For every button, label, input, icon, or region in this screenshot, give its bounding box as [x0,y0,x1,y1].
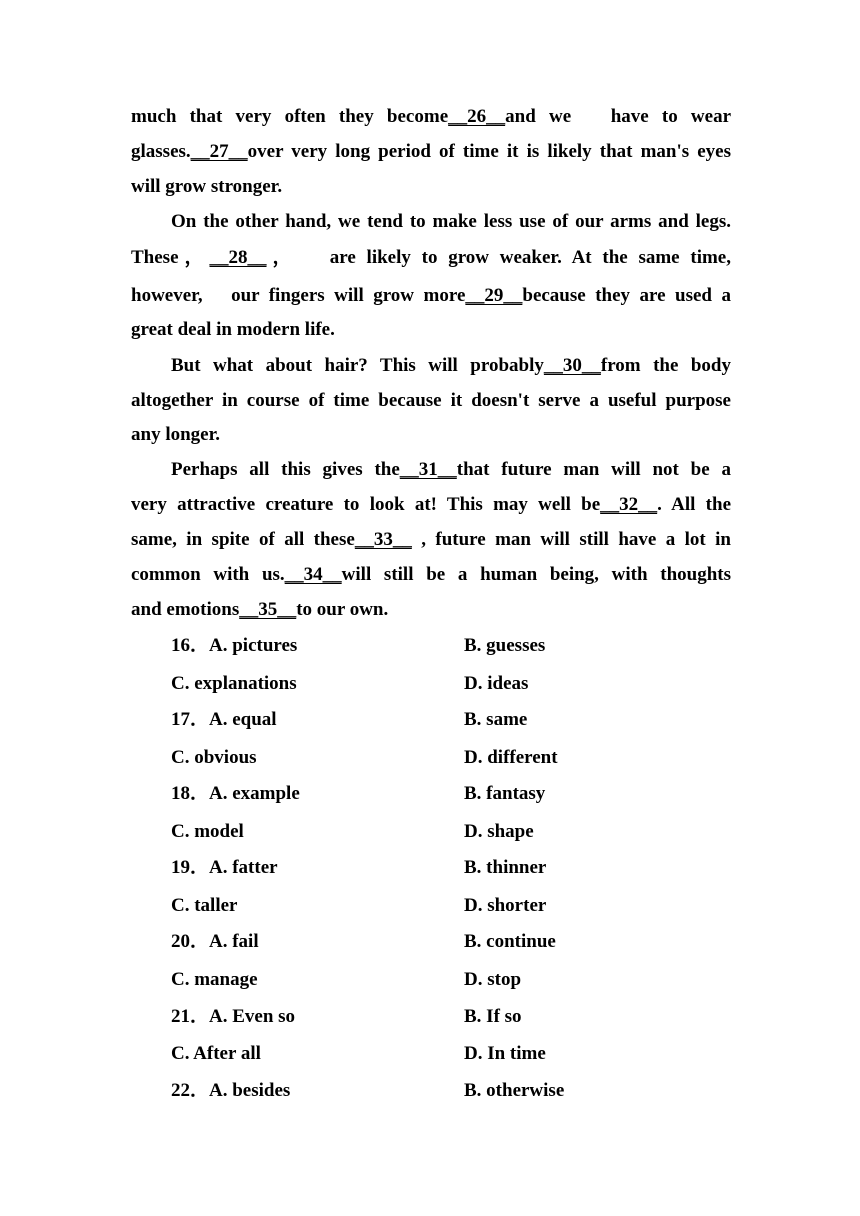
passage-line [131,174,731,200]
passage-line [131,527,731,553]
option-item: C. taller [171,895,238,916]
option-item: 20．A. fail [171,931,259,952]
option-item: B. If so [464,1006,522,1027]
option-item: B. fantasy [464,783,546,804]
text: . All the [657,494,732,515]
text: But what about hair? This will probably [171,355,544,376]
passage-line [171,209,731,235]
option-item: B. thinner [464,857,547,878]
blank-30: __30__ [543,355,601,376]
text: and we have to wear [505,106,732,127]
passage-line [131,317,731,343]
text: over very long period of time it is likely that man's eyes [247,141,731,162]
text: very attractive creature to look at! This may well be [131,494,601,515]
blank-29: __29__ [465,285,523,306]
option-item: C. explanations [171,673,297,694]
text: any longer. [131,424,221,445]
passage-line [131,139,731,165]
option-item: B. guesses [464,635,546,656]
passage-line [131,104,731,130]
text: however, our fingers will grow more [131,285,466,306]
option-item: D. ideas [464,673,529,694]
option-item: C. manage [171,969,258,990]
text: Perhaps all this gives the [171,459,400,480]
option-item: B. otherwise [464,1080,565,1101]
passage-line [131,492,731,518]
passage-line [131,388,731,414]
blank-28: __28__ [209,247,267,268]
blank-27: __27__ [190,141,248,162]
option-item: C. After all [171,1043,261,1064]
passage-line [131,283,731,309]
text: common with us. [131,564,285,585]
blank-33: __33__ [354,529,412,550]
blank-34: __34__ [284,564,342,585]
text: , future man will still have a lot in [411,529,731,550]
option-item: 16．A. pictures [171,635,298,656]
text: These， [131,247,210,268]
text: that future man will not be a [456,459,731,480]
option-item: D. shorter [464,895,547,916]
text: altogether in course of time because it doesn't serve a useful purpose [131,390,731,411]
option-item: 22．A. besides [171,1080,291,1101]
text: because they are used a [522,285,731,306]
text: will still be a human being, with thoughts [341,564,731,585]
passage-line [131,562,731,588]
option-item: C. model [171,821,244,842]
blank-32: __32__ [600,494,658,515]
option-item: D. shape [464,821,534,842]
blank-31: __31__ [399,459,457,480]
text: and emotions [131,599,240,620]
option-item: 21．A. Even so [171,1006,296,1027]
option-item: D. stop [464,969,522,990]
text: On the other hand, we tend to make less use of our arms and legs. [171,211,731,232]
text: same, in spite of all these [131,529,355,550]
option-item: B. continue [464,931,556,952]
text: much that very often they become [131,106,449,127]
text: to our own. [296,599,389,620]
option-item: 17．A. equal [171,709,277,730]
passage-line [171,457,731,483]
passage-line [171,353,731,379]
text: ， are likely to grow weaker. At the same time, [266,247,731,268]
option-item: D. In time [464,1043,546,1064]
option-item: 19．A. fatter [171,857,278,878]
passage-line [131,245,731,271]
option-item: D. different [464,747,558,768]
option-item: 18．A. example [171,783,300,804]
blank-26: __26__ [448,106,506,127]
option-item: B. same [464,709,528,730]
text: will grow stronger. [131,176,283,197]
text: great deal in modern life. [131,319,335,340]
text: glasses. [131,141,191,162]
option-item: C. obvious [171,747,257,768]
passage-line [131,422,731,448]
passage-line [131,597,731,623]
text: from the body [600,355,731,376]
blank-35: __35__ [239,599,297,620]
